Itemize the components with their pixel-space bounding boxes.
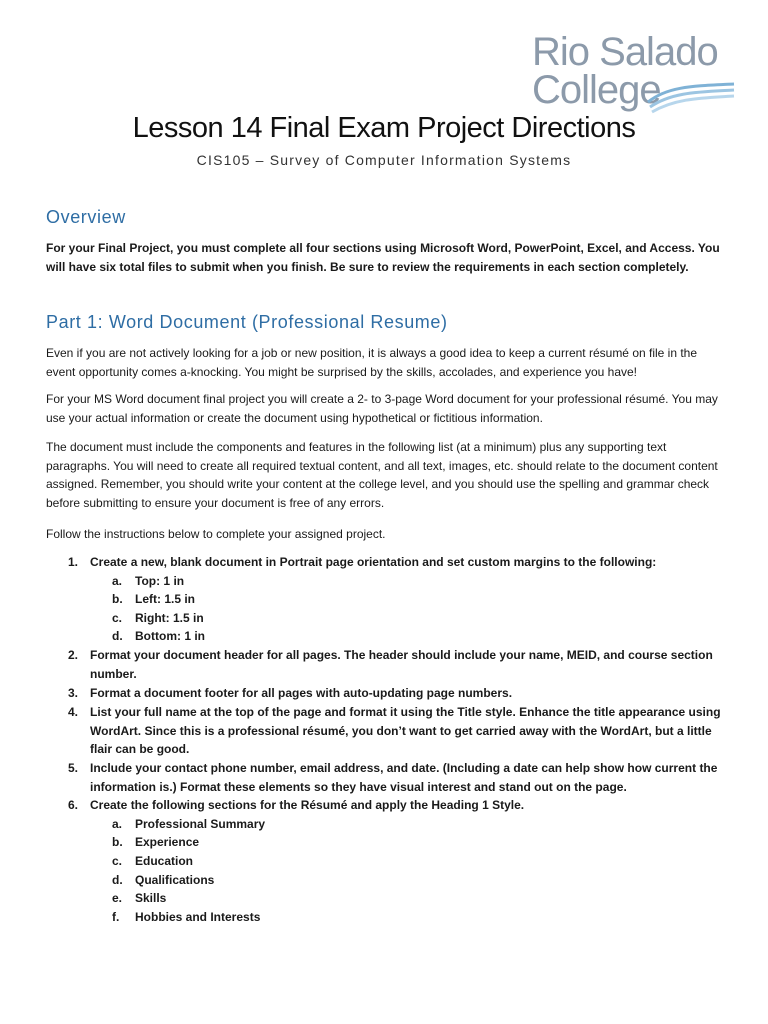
step-text: Format your document header for all pages. The header should include your name, MEID, and course section number. <box>90 648 713 681</box>
margin-text: Top: 1 in <box>135 574 185 588</box>
section-text: Professional Summary <box>135 817 266 831</box>
page-title: Lesson 14 Final Exam Project Directions <box>132 112 636 144</box>
overview-heading: Overview <box>46 207 126 227</box>
margin-letter: d. <box>112 629 123 643</box>
logo-line-1: Rio Salado <box>532 30 718 74</box>
margin-item <box>112 627 205 646</box>
section-letter: b. <box>112 835 123 849</box>
section-letter: f. <box>112 910 120 924</box>
margin-text: Left: 1.5 in <box>135 592 196 606</box>
section-item <box>112 871 214 890</box>
section-letter: a. <box>112 817 123 831</box>
margin-text: Bottom: 1 in <box>135 629 205 643</box>
step-text: Create the following sections for the Résumé and apply the Heading 1 Style. <box>90 798 525 812</box>
section-item <box>112 833 199 852</box>
step-number: 2. <box>68 648 79 662</box>
part1-para-3: The document must include the components and features in the following list (at a minimum) plus any supporting text paragraphs. You will need to create all required textual content, and all text, images, etc. should relate to the document content assigned. Remember, you should write your content at the college level, and you should use the spelling and grammar check before submitting to ensure your document is free of any errors. <box>46 440 718 510</box>
step-text: Create a new, blank document in Portrait page orientation and set custom margins to the following: <box>90 555 657 569</box>
section-text: Qualifications <box>135 873 215 887</box>
logo-line-2: College <box>532 68 661 112</box>
part1-para-1: Even if you are not actively looking for a job or new position, it is always a good idea to keep a current résumé on file in the event opportunity comes a-knocking. You might be surprised by the skills, accolades, and experience you have! <box>46 346 698 379</box>
page-subtitle: CIS105 – Survey of Computer Information Systems <box>196 152 572 168</box>
step-text: Format a document footer for all pages with auto-updating page numbers. <box>90 686 513 700</box>
overview-text: For your Final Project, you must complete all four sections using Microsoft Word, PowerPoint, Excel, and Access. You will have six total files to submit when you finish. Be sure to review the requirements in each section completely. <box>46 241 720 274</box>
section-item <box>112 852 193 871</box>
step-number: 3. <box>68 686 79 700</box>
step-text: Include your contact phone number, email address, and date. (Including a date can help show how current the information is.) Format these elements so they have visual interest and stand out on the page. <box>90 761 718 794</box>
section-letter: c. <box>112 854 123 868</box>
margin-letter: a. <box>112 574 123 588</box>
section-item <box>112 908 260 927</box>
section-letter: d. <box>112 873 123 887</box>
section-text: Experience <box>135 835 200 849</box>
margin-letter: c. <box>112 611 123 625</box>
margin-text: Right: 1.5 in <box>135 611 204 625</box>
step-number: 1. <box>68 555 79 569</box>
section-text: Skills <box>135 891 167 905</box>
margin-item <box>112 609 204 628</box>
step-text: List your full name at the top of the page and format it using the Title style. Enhance the title appearance using WordArt. Since this is a professional résumé, you don’t want to get carried away with the WordArt, but a little flair can be good. <box>90 705 721 756</box>
section-text: Education <box>135 854 194 868</box>
margin-item <box>112 572 184 591</box>
wave-icon <box>646 80 736 114</box>
section-letter: e. <box>112 891 123 905</box>
step-number: 6. <box>68 798 79 812</box>
part1-para-2: For your MS Word document final project you will create a 2- to 3-page Word document for your professional résumé. You may use your actual information or create the document using hypothetical or fictitious information. <box>46 392 718 425</box>
section-item <box>112 889 166 908</box>
margin-item <box>112 590 195 609</box>
margin-letter: b. <box>112 592 123 606</box>
step-number: 4. <box>68 705 79 719</box>
step-number: 5. <box>68 761 79 775</box>
part1-heading: Part 1: Word Document (Professional Resume) <box>46 312 448 332</box>
section-item <box>112 815 265 834</box>
section-text: Hobbies and Interests <box>135 910 261 924</box>
college-logo <box>528 28 738 114</box>
part1-para-4: Follow the instructions below to complete your assigned project. <box>46 527 386 541</box>
